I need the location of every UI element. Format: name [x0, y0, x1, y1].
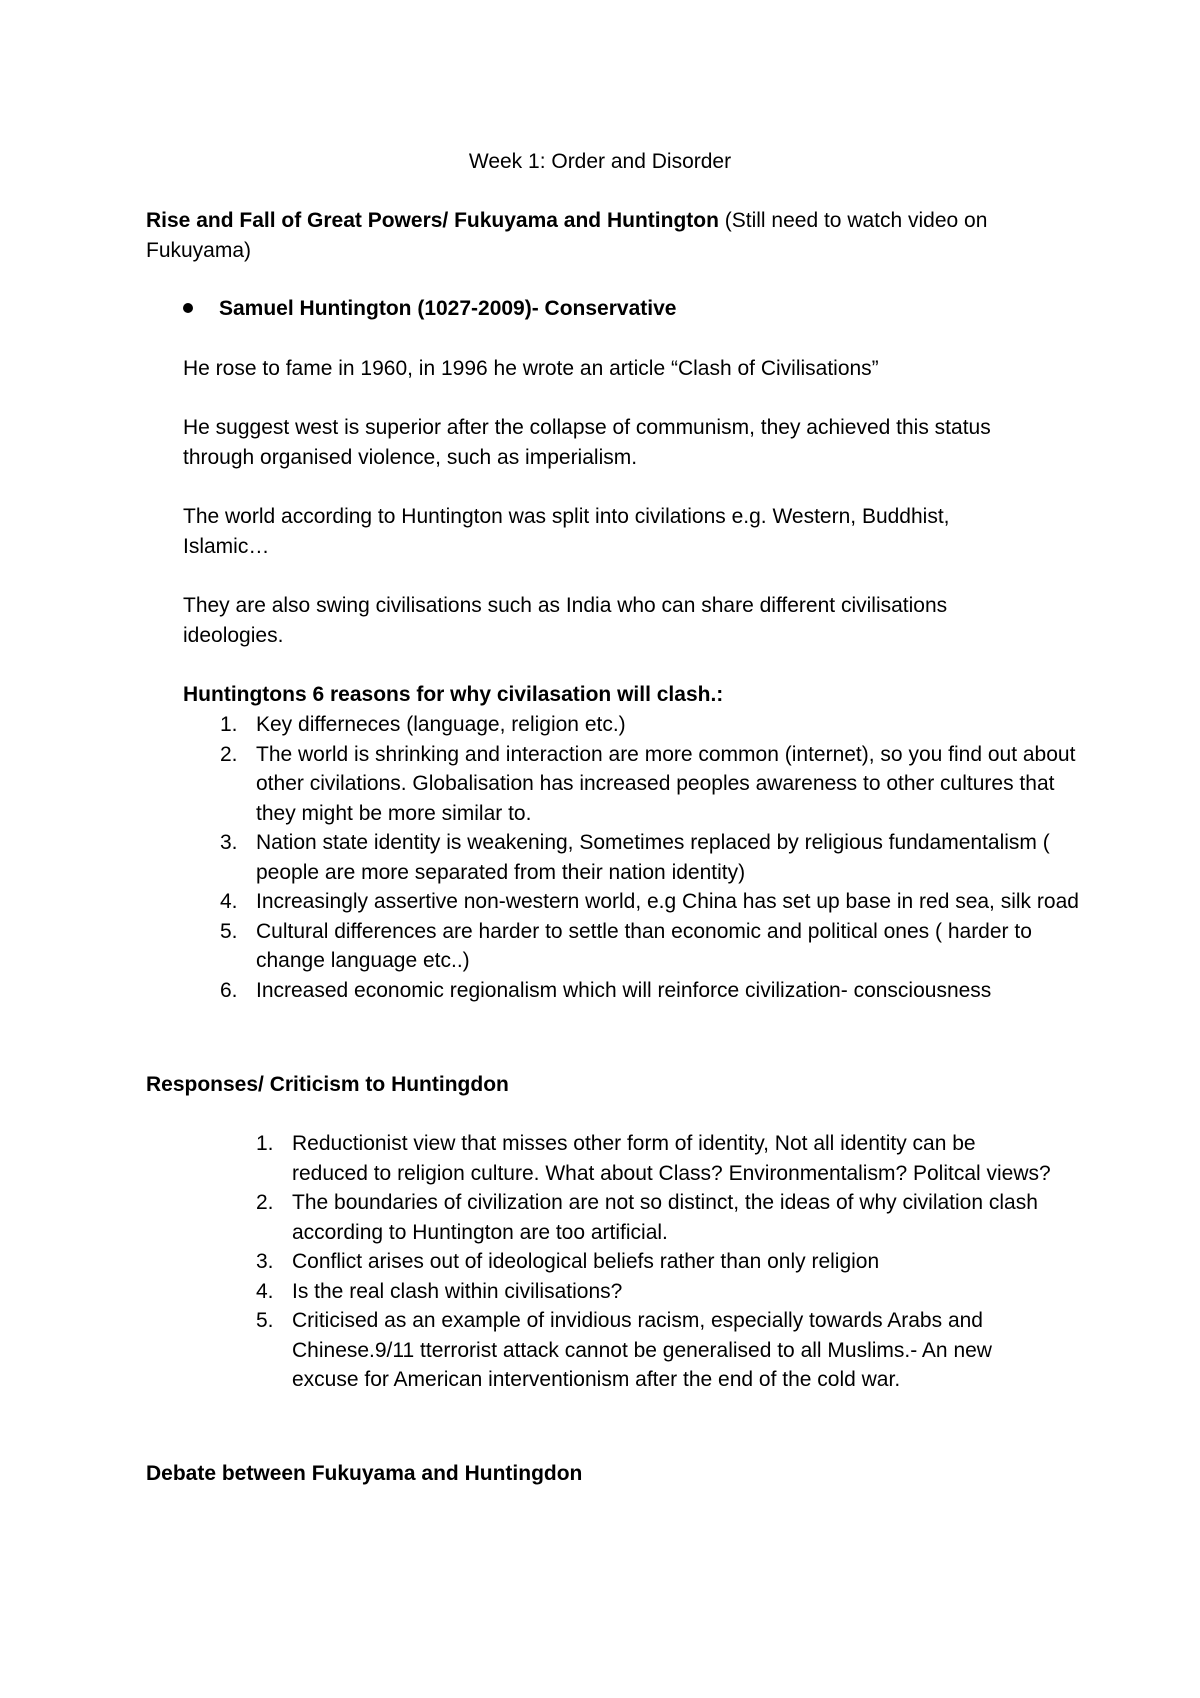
section-heading-note: (Still need to watch video on Fukuyama): [146, 209, 988, 262]
bullet-heading-huntington: Samuel Huntington (1027-2009)- Conservative: [219, 297, 677, 320]
list-item: 1. Key differneces (language, religion etc.): [220, 713, 626, 736]
list-item: 1. Reductionist view that misses other form of identity, Not all identity can be reduced to religion culture. What about Class? Environmentalism? Politcal views?: [256, 1132, 1051, 1185]
paragraph-swing-civilisations: They are also swing civilisations such as India who can share different civilisations ideologies.: [183, 594, 948, 647]
list-item: 3. Nation state identity is weakening, Sometimes replaced by religious fundamentalism ( people are more separated from their nation identity): [220, 831, 1050, 884]
responses-list: [256, 1129, 1056, 1395]
paragraph-west-superior: He suggest west is superior after the collapse of communism, they achieved this status through organised violence, such as imperialism.: [183, 416, 991, 469]
bullet-icon: [183, 303, 193, 313]
list-item: 2. The boundaries of civilization are not so distinct, the ideas of why civilation clash according to Huntington are too artificial.: [256, 1191, 1038, 1244]
list-item: 4. Increasingly assertive non-western world, e.g China has set up base in red sea, silk road: [220, 890, 1079, 913]
section-heading-bold: Rise and Fall of Great Powers/ Fukuyama and Huntington: [146, 209, 719, 232]
debate-heading: Debate between Fukuyama and Huntingdon: [146, 1462, 583, 1485]
list-item: 5. Cultural differences are harder to settle than economic and political ones ( harder to change language etc..): [220, 919, 1032, 972]
list-item: 2. The world is shrinking and interaction are more common (internet), so you find out about other civilations. Globalisation has increased peoples awareness to other cultures that they might be more similar to.: [220, 742, 1076, 825]
paragraph-world-split: The world according to Huntington was split into civilations e.g. Western, Buddhist, Islamic…: [183, 505, 950, 558]
list-item: 3. Conflict arises out of ideological beliefs rather than only religion: [256, 1250, 880, 1273]
reasons-list: [220, 710, 1080, 1005]
section-heading-rise-and-fall: [146, 206, 1026, 265]
list-item: 4. Is the real clash within civilisations?: [256, 1279, 623, 1303]
paragraph-rose-to-fame: He rose to fame in 1960, in 1996 he wrote an article “Clash of Civilisations”: [183, 357, 879, 380]
list-item: 6. Increased economic regionalism which will reinforce civilization- consciousness: [220, 978, 992, 1002]
reasons-heading: Huntingtons 6 reasons for why civilasation will clash.:: [183, 683, 724, 706]
document-title: Week 1: Order and Disorder: [468, 150, 732, 173]
list-item: 5. Criticised as an example of invidious racism, especially towards Arabs and Chinese.9/11 tterrorist attack cannot be generalised to all Muslims.- An new excuse for American interventionism after the end of the cold war.: [256, 1309, 992, 1391]
responses-heading: Responses/ Criticism to Huntingdon: [146, 1073, 509, 1096]
